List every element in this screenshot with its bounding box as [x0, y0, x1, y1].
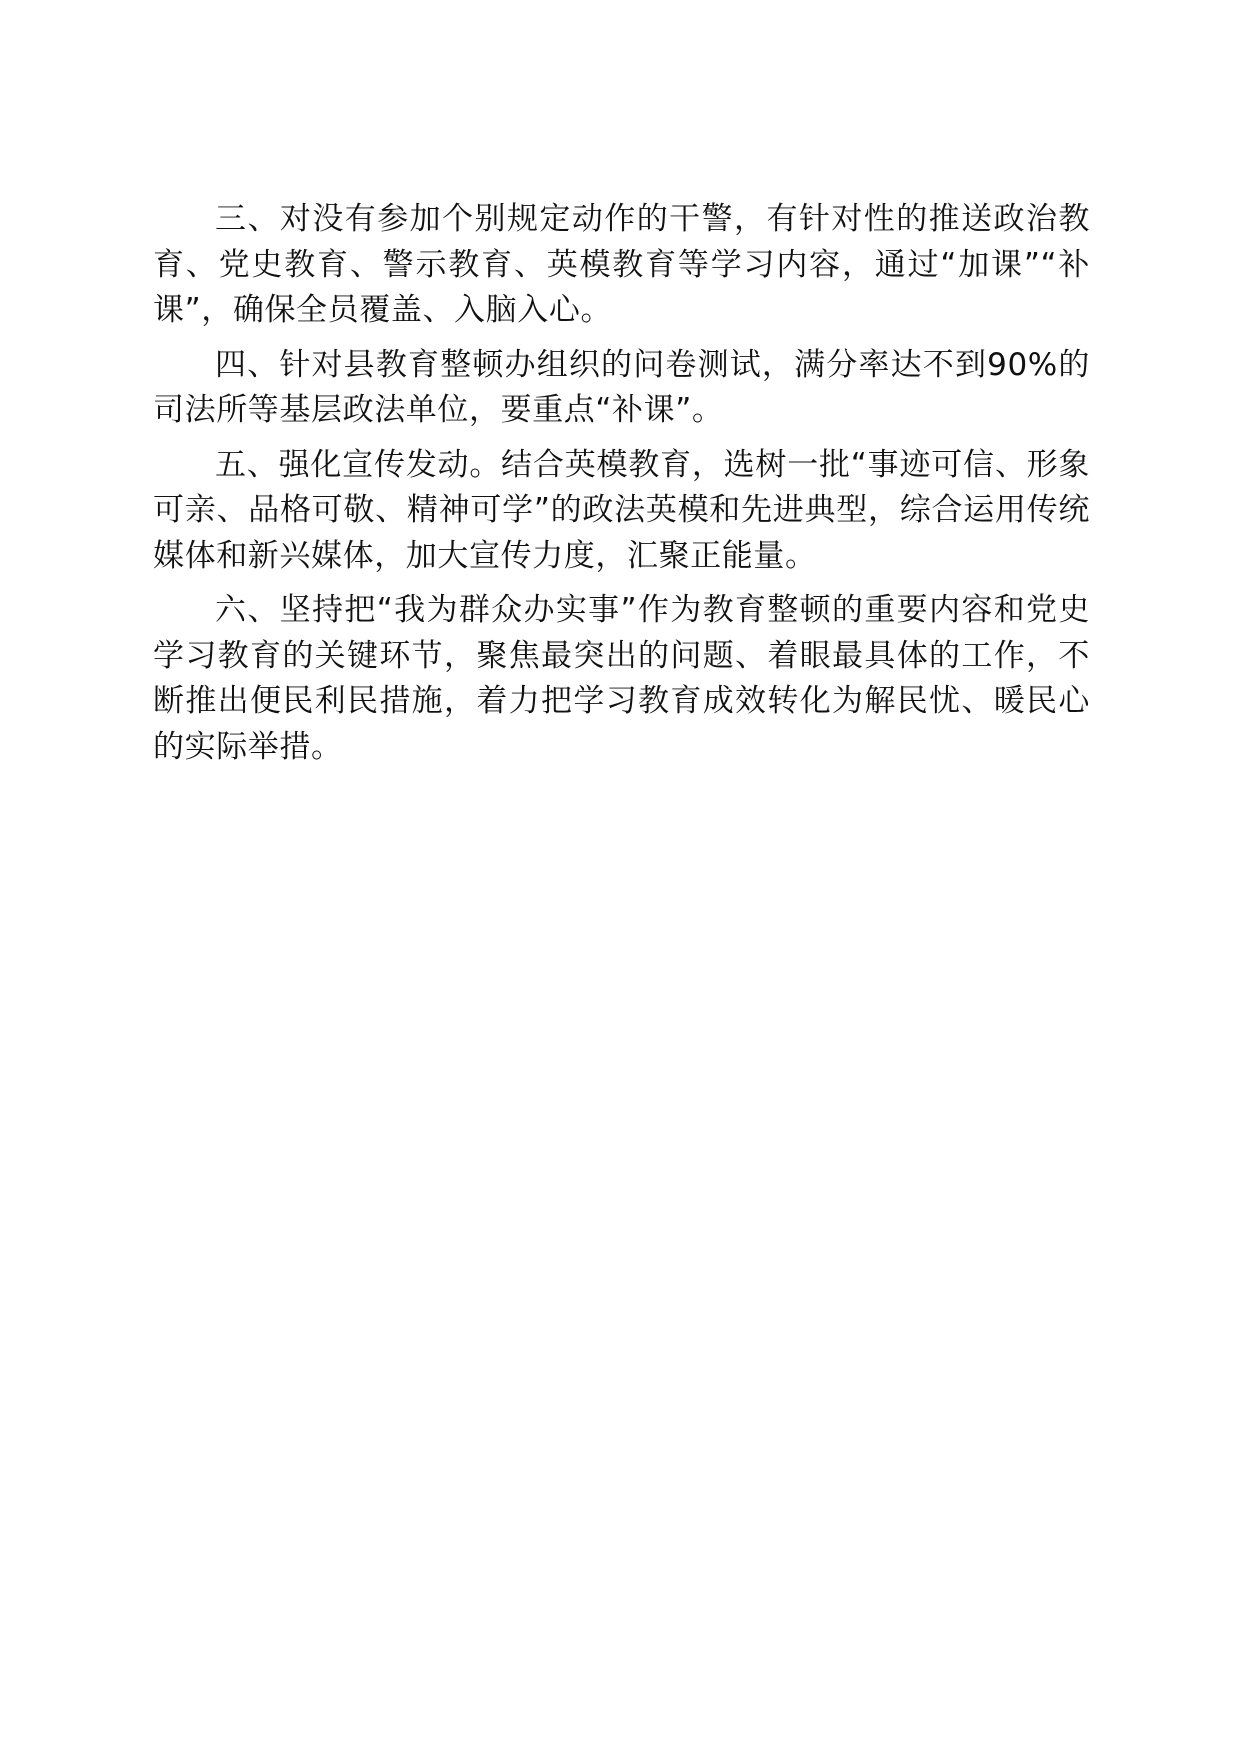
paragraph-3: 三、对没有参加个别规定动作的干警，有针对性的推送政治教育、党史教育、警示教育、英模教育等学习内容，通过“加课”“补课”，确保全员覆盖、入脑入心。: [153, 201, 1090, 328]
document-body: [153, 197, 1090, 779]
paragraph-4: 四、针对县教育整顿办组织的问卷测试，满分率达不到90%的司法所等基层政法单位，要重点“补课”。: [153, 346, 1090, 428]
paragraph-6: 六、坚持把“我为群众办实事”作为教育整顿的重要内容和党史学习教育的关键环节，聚焦最突出的问题、着眼最具体的工作，不断推出便民利民措施，着力把学习教育成效转化为解民忧、暖民心的实际举措。: [153, 592, 1090, 765]
paragraph-5: 五、强化宣传发动。结合英模教育，选树一批“事迹可信、形象可亲、品格可敬、精神可学”的政法英模和先进典型，综合运用传统媒体和新兴媒体，加大宣传力度，汇聚正能量。: [153, 446, 1090, 574]
